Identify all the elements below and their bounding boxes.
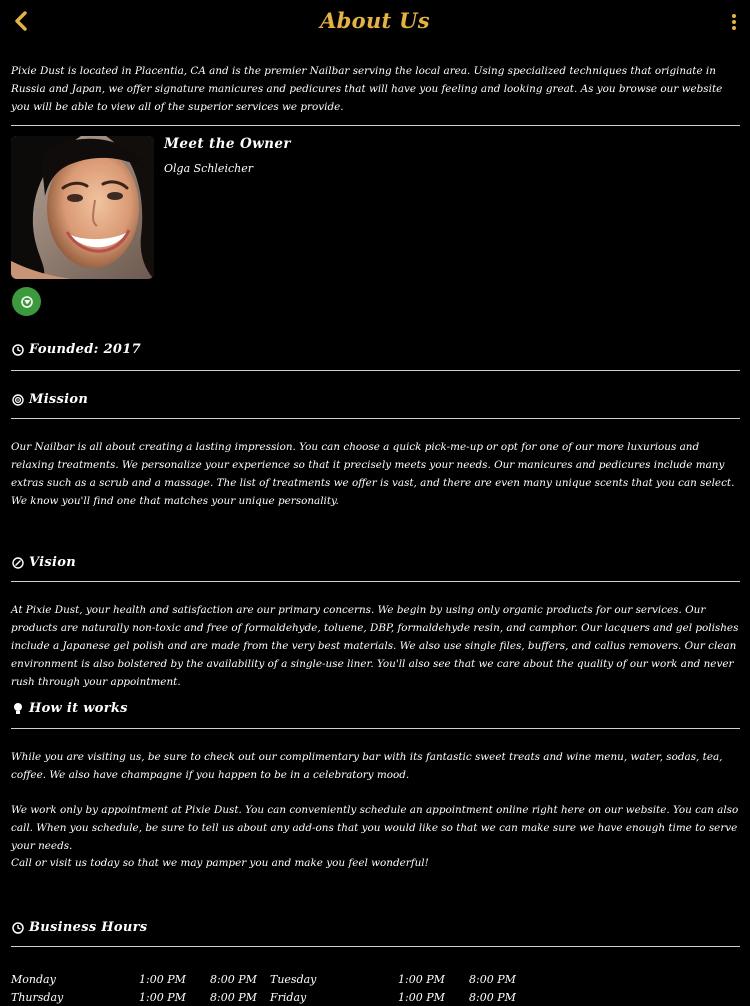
- how-it-works-paragraph: Call or visit us today so that we may pamper you and make you feel wonderful!: [11, 857, 429, 869]
- divider: [11, 581, 740, 582]
- divider: [11, 946, 740, 947]
- hours-close: 8:00 PM: [469, 991, 516, 1004]
- top-bar: [0, 0, 750, 44]
- hours-close: 8:00 PM: [210, 991, 257, 1004]
- mission-title: Mission: [29, 392, 89, 407]
- hours-day: Tuesday: [270, 973, 317, 986]
- clock-icon: [11, 921, 24, 934]
- divider: [11, 418, 740, 419]
- hours-day: Monday: [11, 973, 56, 986]
- globe-icon: [21, 296, 33, 308]
- hours-open: 1:00 PM: [139, 991, 186, 1004]
- divider: [11, 728, 740, 729]
- business-hours-title: Business Hours: [29, 920, 148, 935]
- owner-card: [11, 136, 740, 326]
- how-it-works-paragraph: We work only by appointment at Pixie Dust. You can conveniently schedule an appointment online right here on our website. You can also call. When you schedule, be sure to tell us about any add-ons that you would like so that we can make sure we have enough time to serve your needs.: [11, 804, 739, 852]
- divider: [11, 370, 740, 371]
- divider: [11, 125, 740, 126]
- mission-text: Our Nailbar is all about creating a lasting impression. You can choose a quick pick-me-up or opt for one of our more luxurious and relaxing treatments. We personalize your experience so that it precisely meets your needs. Our manicures and pedicures include many extras such as a scrub and a massage. The list of treatments we offer is vast, and there are even many unique scents that you can select. We know you'll find one that matches your unique personality.: [11, 441, 735, 507]
- hours-close: 8:00 PM: [210, 973, 257, 986]
- vision-heading: [11, 555, 740, 570]
- hours-open: 1:00 PM: [398, 973, 445, 986]
- owner-name: Olga Schleicher: [164, 162, 253, 175]
- vision-title: Vision: [29, 555, 76, 570]
- mission-heading: [11, 392, 740, 407]
- business-hours-heading: [11, 920, 740, 935]
- hours-day: Friday: [270, 991, 307, 1004]
- vision-text: At Pixie Dust, your health and satisfaction are our primary concerns. We begin by using only organic products for our services. Our products are naturally non-toxic and free of formaldehyde, toluene, DBP, formaldehyde resin, and camphor. Our lacquers and gel polishes include a Japanese gel polish and are made from the very best materials. We also use single files, buffers, and callus removers. Our clean environment is also bolstered by the availability of a single-use liner. You'll also see that we care about the quality of our work and never rush through your appointment.: [11, 604, 739, 688]
- target-icon: [11, 393, 24, 406]
- owner-photo: [11, 136, 154, 279]
- founded-heading: [11, 342, 740, 357]
- founded-label: Founded: 2017: [29, 342, 141, 357]
- how-it-works-heading: [11, 701, 740, 716]
- clock-icon: [11, 343, 24, 356]
- hours-open: 1:00 PM: [398, 991, 445, 1004]
- hours-row: [11, 990, 740, 1006]
- hours-open: 1:00 PM: [139, 973, 186, 986]
- hours-row: [11, 972, 740, 988]
- website-button[interactable]: [12, 287, 41, 316]
- more-vertical-icon: [731, 13, 737, 31]
- hours-close: 8:00 PM: [469, 973, 516, 986]
- eye-icon: [11, 556, 24, 569]
- lightbulb-icon: [11, 702, 24, 715]
- hours-day: Thursday: [11, 991, 64, 1004]
- page-title: About Us: [320, 8, 430, 33]
- how-it-works-paragraph: While you are visiting us, be sure to check out our complimentary bar with its fantastic sweet treats and wine menu, water, sodas, tea, coffee. We also have champagne if you happen to be in a celebratory mood.: [11, 751, 723, 781]
- intro-text: Pixie Dust is located in Placentia, CA and is the premier Nailbar serving the local area. Using specialized techniques that originate in Russia and Japan, we offer signature manicures and pedicures that will have you feeling and looking great. As you browse our website you will be able to view all of the superior services we provide.: [11, 65, 723, 113]
- overflow-menu-button[interactable]: [728, 10, 740, 34]
- owner-heading: Meet the Owner: [164, 136, 291, 152]
- how-it-works-title: How it works: [29, 701, 128, 716]
